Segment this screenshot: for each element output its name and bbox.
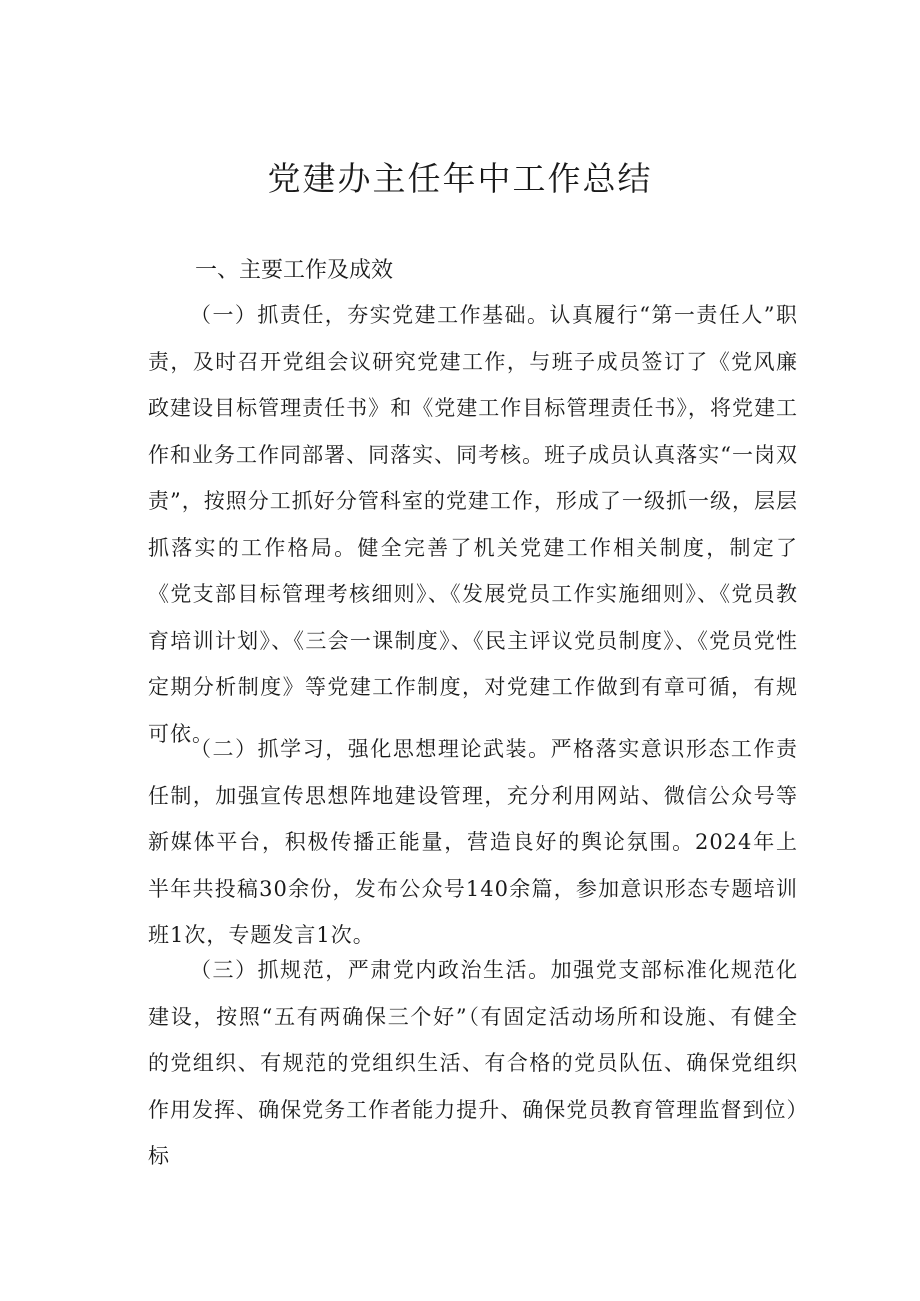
paragraph-responsibility: （一）抓责任，夯实党建工作基础。认真履行“第一责任人”职责，及时召开党组会议研究党建工作，与班子成员签订了《党风廉政建设目标管理责任书》和《党建工作目标管理责任书》，将党建工作和业务工作同部署、同落实、同考核。班子成员认真落实“一岗双责”，按照分工抓好分管科室的党建工作，形成了一级抓一级，层层抓落实的工作格局。健全完善了机关党建工作相关制度，制定了《党支部目标管理考核细则》、《发展党员工作实施细则》、《党员教育培训计划》、《三会一课制度》、《民主评议党员制度》、《党员党性定期分析制度》等党建工作制度，对党建工作做到有章可循，有规可依。 xyxy=(148,303,798,746)
section-heading: 一、主要工作及成效 xyxy=(195,258,394,283)
document-title: 党建办主任年中工作总结 xyxy=(267,159,653,198)
paragraph-standards: （三）抓规范，严肃党内政治生活。加强党支部标准化规范化建设，按照“五有两确保三个好”（有固定活动场所和设施、有健全的党组织、有规范的党组织生活、有合格的党员队伍、确保党组织作用发挥、确保党务工作者能力提升、确保党员教育管理监督到位）标 xyxy=(148,958,798,1168)
paragraph-study: （二）抓学习，强化思想理论武装。严格落实意识形态工作责任制，加强宣传思想阵地建设管理，充分利用网站、微信公众号等新媒体平台，积极传播正能量，营造良好的舆论氛围。2024年上半年共投稿30余份，发布公众号140余篇，参加意识形态专题培训班1次，专题发言1次。 xyxy=(148,737,798,947)
